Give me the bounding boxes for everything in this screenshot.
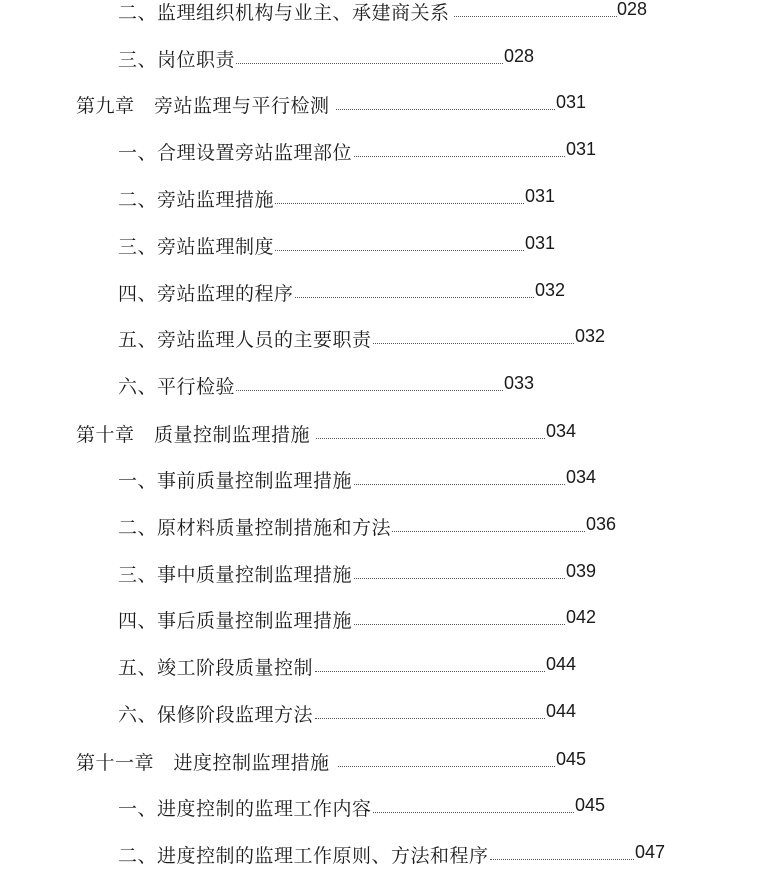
toc-entry-title: 四、旁站监理的程序 — [118, 282, 294, 305]
toc-page-number: 032 — [535, 280, 566, 300]
toc-page-number: 031 — [566, 139, 597, 159]
toc-dot-leader — [354, 484, 565, 485]
toc-page-number: 045 — [575, 795, 606, 815]
toc-page-number: 031 — [525, 233, 556, 253]
toc-chapter-entry[interactable] — [76, 746, 596, 776]
toc-section-entry[interactable] — [118, 0, 657, 26]
toc-entry-title: 五、竣工阶段质量控制 — [118, 656, 314, 679]
toc-page-number: 033 — [504, 373, 535, 393]
toc-entry-title: 一、进度控制的监理工作内容 — [118, 797, 372, 820]
toc-entry-title: 三、旁站监理制度 — [118, 235, 275, 258]
toc-section-entry[interactable] — [118, 604, 606, 634]
toc-dot-leader — [275, 203, 524, 204]
toc-dot-leader — [236, 390, 503, 391]
toc-entry-title: 二、旁站监理措施 — [118, 188, 275, 211]
toc-section-entry[interactable] — [118, 43, 544, 73]
toc-dot-leader — [454, 16, 617, 17]
toc-dot-leader — [336, 109, 555, 110]
toc-entry-title: 二、原材料质量控制措施和方法 — [118, 516, 392, 539]
toc-page-number: 036 — [586, 514, 617, 534]
toc-dot-leader — [295, 297, 534, 298]
toc-entry-title: 一、事前质量控制监理措施 — [118, 469, 353, 492]
toc-page-number: 039 — [566, 561, 597, 581]
toc-dot-leader — [392, 531, 585, 532]
toc-section-entry[interactable] — [118, 323, 615, 353]
toc-dot-leader — [315, 671, 545, 672]
toc-dot-leader — [315, 718, 545, 719]
toc-page-number: 028 — [617, 0, 648, 19]
toc-entry-title: 二、监理组织机构与业主、承建商关系 — [118, 1, 450, 24]
toc-entry-title: 三、岗位职责 — [118, 48, 236, 71]
toc-page-number: 045 — [556, 749, 587, 769]
toc-dot-leader — [275, 250, 524, 251]
toc-section-entry[interactable] — [118, 230, 565, 260]
toc-section-entry[interactable] — [118, 839, 675, 869]
toc-page-number: 031 — [525, 186, 556, 206]
toc-entry-title: 第九章 旁站监理与平行检测 — [76, 94, 330, 117]
toc-section-entry[interactable] — [118, 136, 606, 166]
toc-entry-title: 六、平行检验 — [118, 375, 236, 398]
toc-section-entry[interactable] — [118, 792, 615, 822]
toc-page-number: 031 — [556, 92, 587, 112]
toc-page-number: 034 — [546, 421, 577, 441]
toc-chapter-entry[interactable] — [76, 89, 596, 119]
toc-page-number: 044 — [546, 701, 577, 721]
toc-section-entry[interactable] — [118, 464, 606, 494]
toc-section-entry[interactable] — [118, 698, 586, 728]
toc-section-entry[interactable] — [118, 511, 626, 541]
toc-page-number: 032 — [575, 326, 606, 346]
toc-dot-leader — [354, 578, 565, 579]
toc-entry-title: 第十章 质量控制监理措施 — [76, 423, 311, 446]
toc-section-entry[interactable] — [118, 370, 544, 400]
toc-page-number: 044 — [546, 654, 577, 674]
toc-entry-title: 二、进度控制的监理工作原则、方法和程序 — [118, 844, 489, 867]
toc-dot-leader — [354, 624, 565, 625]
toc-entry-title: 一、合理设置旁站监理部位 — [118, 141, 353, 164]
toc-entry-title: 第十一章 进度控制监理措施 — [76, 751, 330, 774]
toc-section-entry[interactable] — [118, 277, 575, 307]
toc-dot-leader — [316, 438, 545, 439]
toc-entry-title: 五、旁站监理人员的主要职责 — [118, 328, 372, 351]
toc-page-number: 028 — [504, 46, 535, 66]
toc-entry-title: 六、保修阶段监理方法 — [118, 703, 314, 726]
toc-entry-title: 四、事后质量控制监理措施 — [118, 609, 353, 632]
toc-dot-leader — [354, 156, 565, 157]
toc-dot-leader — [373, 812, 574, 813]
toc-page-number: 042 — [566, 607, 597, 627]
toc-section-entry[interactable] — [118, 558, 606, 588]
toc-entry-title: 三、事中质量控制监理措施 — [118, 563, 353, 586]
toc-page-number: 034 — [566, 467, 597, 487]
toc-dot-leader — [338, 766, 555, 767]
toc-section-entry[interactable] — [118, 651, 586, 681]
toc-dot-leader — [373, 343, 574, 344]
toc-chapter-entry[interactable] — [76, 418, 586, 448]
toc-page-number: 047 — [635, 842, 666, 862]
toc-section-entry[interactable] — [118, 183, 565, 213]
toc-dot-leader — [490, 859, 634, 860]
toc-dot-leader — [236, 63, 503, 64]
